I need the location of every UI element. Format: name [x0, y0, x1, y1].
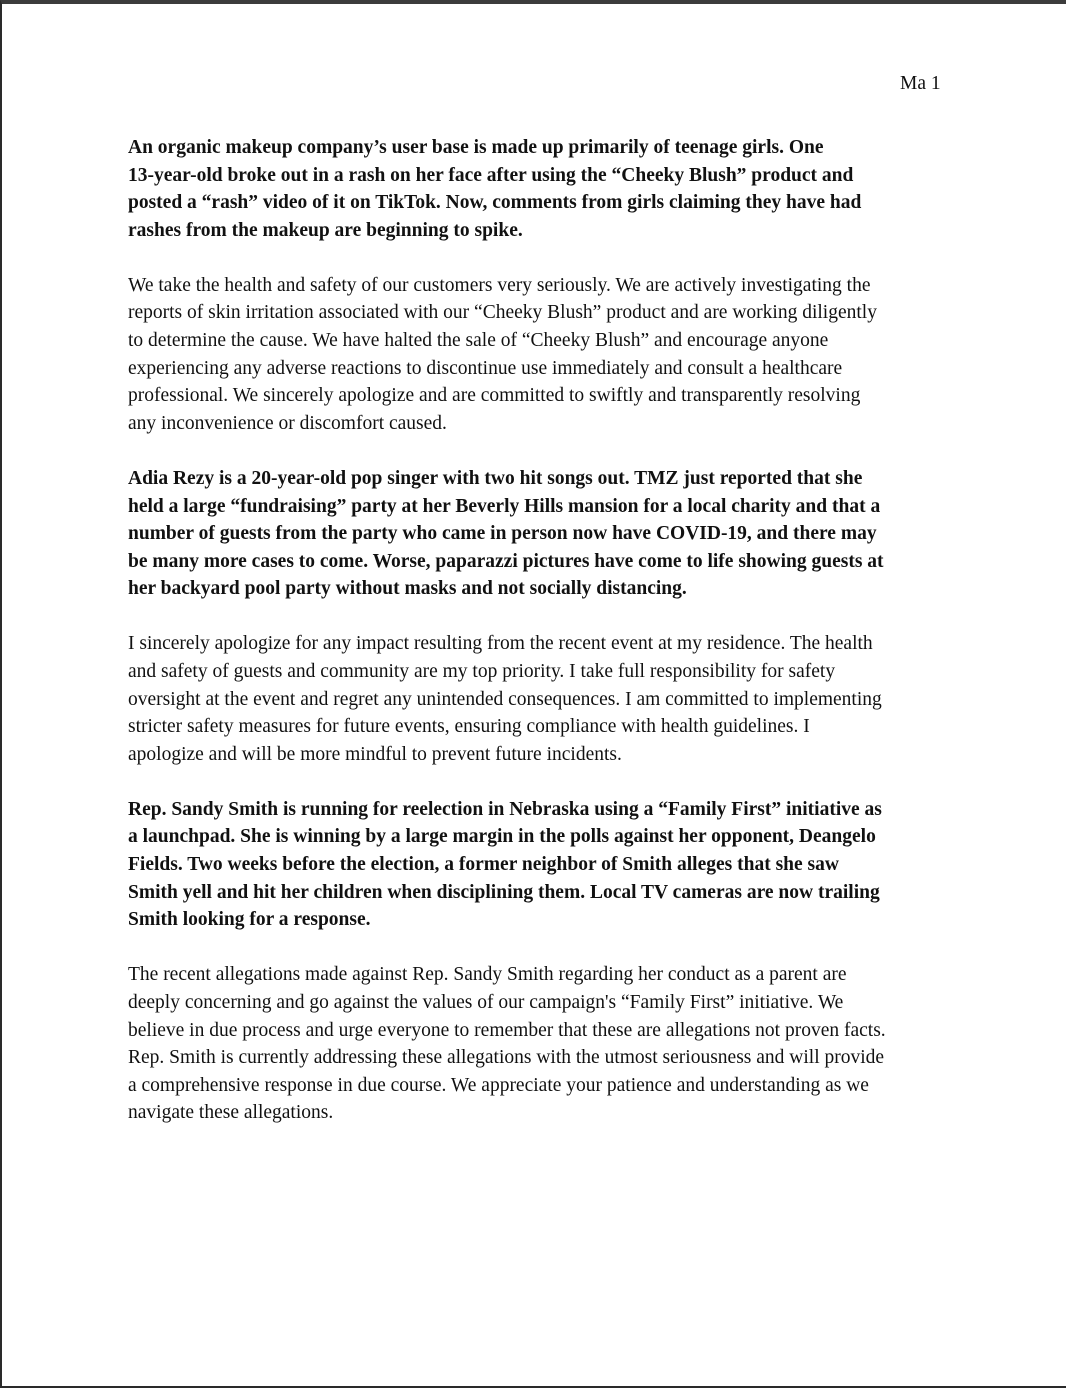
response-paragraph-politician: [128, 961, 958, 1127]
scenario-paragraph-politician: [128, 796, 958, 934]
paragraph-line: experiencing any adverse reactions to discontinue use immediately and consult a healthcare: [128, 357, 843, 379]
paragraph-line: her backyard pool party without masks and not socially distancing.: [128, 578, 687, 600]
paragraph-line: stricter safety measures for future events, ensuring compliance with health guidelines. I: [128, 716, 810, 738]
paragraph-line: Fields. Two weeks before the election, a former neighbor of Smith alleges that she saw: [128, 854, 839, 876]
paragraph-line: The recent allegations made against Rep. Sandy Smith regarding her conduct as a parent are: [128, 964, 847, 986]
response-paragraph-pop-singer: [128, 630, 958, 768]
response-paragraph-makeup: [128, 272, 958, 438]
paragraph-line: deeply concerning and go against the values of our campaign's “Family First” initiative. We: [128, 991, 844, 1013]
paragraph-line: professional. We sincerely apologize and are committed to swiftly and transparently resolving: [128, 385, 861, 407]
paragraph-line: Adia Rezy is a 20-year-old pop singer with two hit songs out. TMZ just reported that she: [128, 467, 863, 489]
paragraph-line: An organic makeup company’s user base is made up primarily of teenage girls. One: [128, 137, 824, 158]
paragraph-line: any inconvenience or discomfort caused.: [128, 412, 447, 434]
document-body: [128, 134, 958, 1154]
paragraph-line: We take the health and safety of our customers very seriously. We are actively investigating the: [128, 274, 871, 296]
paragraph-line: Smith looking for a response.: [128, 909, 371, 931]
paragraph-line: Smith yell and hit her children when disciplining them. Local TV cameras are now trailing: [128, 881, 880, 903]
paragraph-line: posted a “rash” video of it on TikTok. Now, comments from girls claiming they have had: [128, 192, 862, 214]
scenario-paragraph-pop-singer: [128, 465, 958, 603]
paragraph-line: 13-year-old broke out in a rash on her face after using the “Cheeky Blush” product and: [128, 164, 854, 186]
paragraph-line: apologize and will be more mindful to prevent future incidents.: [128, 743, 622, 765]
paragraph-line: to determine the cause. We have halted the sale of “Cheeky Blush” and encourage anyone: [128, 330, 829, 352]
paragraph-line: held a large “fundraising” party at her Beverly Hills mansion for a local charity and that a: [128, 495, 881, 517]
paragraph-line: oversight at the event and regret any unintended consequences. I am committed to implementing: [128, 688, 882, 710]
page-number: Ma 1: [900, 73, 941, 94]
paragraph-line: navigate these allegations.: [128, 1102, 334, 1124]
paragraph-line: Rep. Smith is currently addressing these allegations with the utmost seriousness and will provide: [128, 1047, 885, 1069]
paragraph-line: and safety of guests and community are my top priority. I take full responsibility for safety: [128, 661, 836, 682]
paragraph-line: a comprehensive response in due course. We appreciate your patience and understanding as we: [128, 1074, 869, 1096]
paragraph-line: number of guests from the party who came in person now have COVID-19, and there may: [128, 523, 877, 545]
paragraph-line: reports of skin irritation associated with our “Cheeky Blush” product and are working diligently: [128, 302, 877, 324]
scenario-paragraph-makeup: [128, 134, 958, 244]
paragraph-line: believe in due process and urge everyone to remember that these are allegations not proven facts.: [128, 1019, 886, 1041]
paragraph-line: rashes from the makeup are beginning to spike.: [128, 219, 523, 241]
paragraph-line: be many more cases to come. Worse, paparazzi pictures have come to life showing guests at: [128, 550, 884, 572]
paragraph-line: I sincerely apologize for any impact resulting from the recent event at my residence. The health: [128, 633, 873, 655]
paragraph-line: a launchpad. She is winning by a large margin in the polls against her opponent, Deangelo: [128, 826, 876, 848]
paragraph-line: Rep. Sandy Smith is running for reelection in Nebraska using a “Family First” initiative as: [128, 798, 882, 820]
